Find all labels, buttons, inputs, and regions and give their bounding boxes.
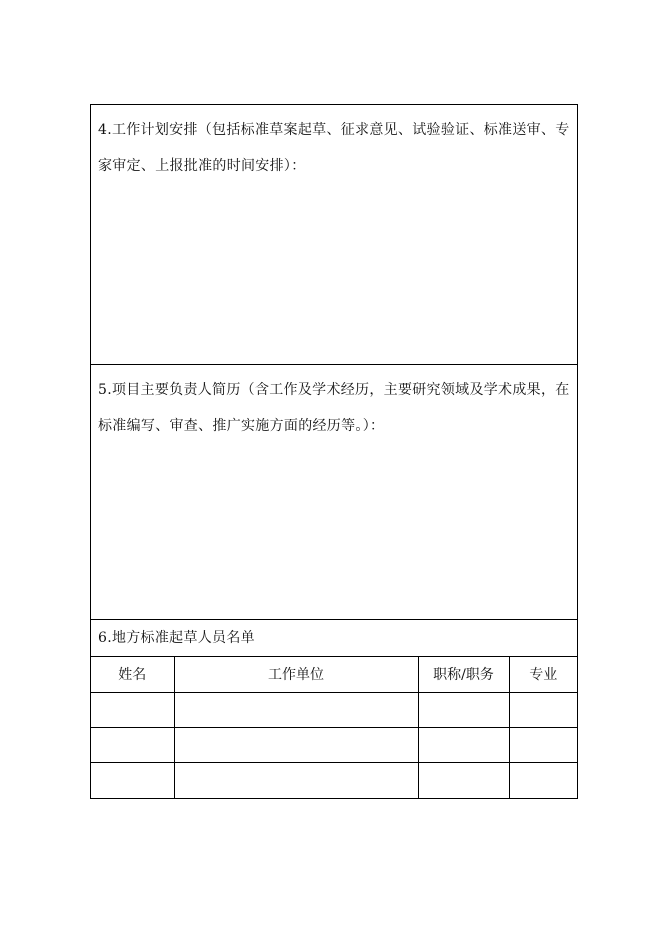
drafters-table bbox=[91, 657, 577, 799]
cell-title-position[interactable] bbox=[418, 762, 509, 799]
cell-name[interactable] bbox=[91, 727, 174, 762]
table-row bbox=[91, 727, 577, 762]
application-form bbox=[90, 104, 578, 799]
cell-major[interactable] bbox=[509, 762, 577, 799]
work-plan-section[interactable] bbox=[91, 105, 577, 365]
cell-name[interactable] bbox=[91, 692, 174, 727]
drafters-title-row bbox=[91, 620, 577, 657]
leader-resume-section[interactable] bbox=[91, 365, 577, 620]
cell-name[interactable] bbox=[91, 762, 174, 799]
cell-title-position[interactable] bbox=[418, 692, 509, 727]
cell-work-unit[interactable] bbox=[174, 762, 418, 799]
cell-major[interactable] bbox=[509, 727, 577, 762]
header-work-unit: 工作单位 bbox=[174, 657, 418, 692]
cell-major[interactable] bbox=[509, 692, 577, 727]
table-header-row bbox=[91, 657, 577, 692]
work-plan-prompt: 4.工作计划安排（包括标准草案起草、征求意见、试验验证、标准送审、专家审定、上报批准的时间安排）： bbox=[98, 122, 570, 174]
cell-title-position[interactable] bbox=[418, 727, 509, 762]
table-row bbox=[91, 692, 577, 727]
cell-work-unit[interactable] bbox=[174, 727, 418, 762]
drafters-title: 6.地方标准起草人员名单 bbox=[98, 630, 255, 646]
header-title-position: 职称/职务 bbox=[418, 657, 509, 692]
leader-resume-prompt: 5.项目主要负责人简历（含工作及学术经历，主要研究领域及学术成果，在标准编写、审查、推广实施方面的经历等。）： bbox=[98, 382, 570, 434]
header-name: 姓名 bbox=[91, 657, 174, 692]
header-major: 专业 bbox=[509, 657, 577, 692]
table-row bbox=[91, 762, 577, 799]
cell-work-unit[interactable] bbox=[174, 692, 418, 727]
